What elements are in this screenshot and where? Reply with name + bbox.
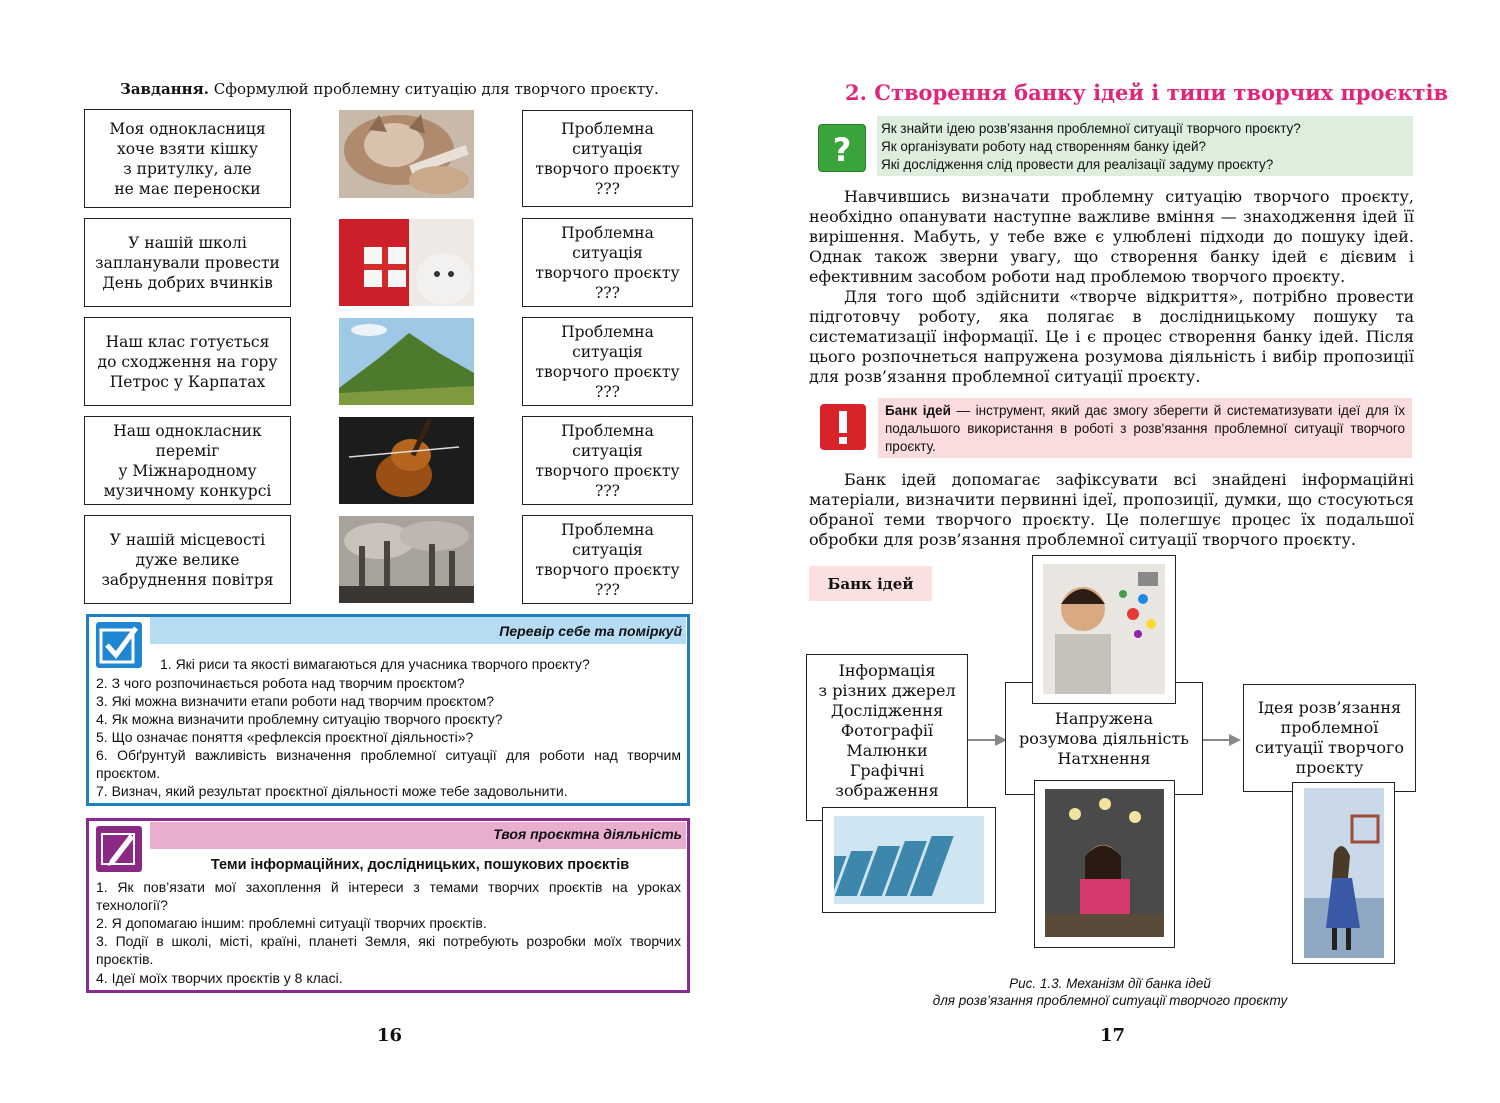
section-heading: 2. Створення банку ідей і типи творчих проєктів (845, 80, 1449, 105)
paragraph-3: Банк ідей допомагає зафіксувати всі знайдені інформаційні матеріали, визначити первинні ідеї, пропозиції, думки, що стосуються обраної теми творчого проєкту. Це полегшує процес їх подальшої обробки для розв’язання проблемної ситуації творчого проєкту. (809, 470, 1414, 549)
situation-box-5: У нашій місцевості дуже велике забруднення повітря (84, 515, 291, 604)
inspired-girl-photo (1045, 789, 1164, 937)
problem-box-3: Проблемна ситуація творчого проєкту ??? (522, 317, 693, 406)
check-question-6: 6. Обґрунтуй важливість визначення проблемної ситуації для роботи над творчим проєктом. (96, 747, 681, 781)
definition-term: Банк ідей (885, 403, 951, 418)
project-item-1: 1. Як пов’язати мої захоплення й інтереси з темами творчих проєктів на уроках технології? (96, 879, 681, 913)
solution-idea-box: Ідея розв’язання проблемної ситуації творчого проєкту (1243, 684, 1416, 792)
arrow-middle-to-idea (1199, 730, 1244, 750)
guide-question-1: Як знайти ідею розв’язання проблемної ситуації творчого проєкту? (881, 121, 1301, 136)
figure-caption-line-1: Рис. 1.3. Механізм дії банка ідей (1009, 976, 1211, 991)
paragraph-1: Навчившись визначати проблемну ситуацію творчого проєкту, необхідно опанувати наступне важливе вміння — знаходження ідей її вирішення. Мабуть, у тебе вже є улюблені підходи до пошуку ідей. Однак також зверни увагу, що створення банку ідей є дієвим і ефективним засобом роботи над проблемою творчого проєкту. (809, 187, 1414, 286)
gift-photo (339, 219, 474, 306)
pencil-icon (96, 826, 142, 872)
mountain-photo-image (339, 318, 474, 405)
right-page-number: 17 (1100, 1025, 1126, 1046)
checkmark-icon (96, 622, 142, 668)
cello-photo-image (339, 417, 474, 504)
question-icon-svg (819, 125, 865, 171)
situation-box-4: Наш однокласник переміг у Міжнародному музичному конкурсі (84, 416, 291, 505)
inspired-girl-photo-frame (1034, 780, 1175, 948)
check-question-4: 4. Як можна визначити проблемну ситуацію творчого проєкту? (96, 711, 503, 727)
thinking-boy-photo-frame (1032, 555, 1176, 704)
left-page-number: 16 (377, 1025, 403, 1046)
girl-frame-photo-frame (1292, 782, 1395, 964)
exclamation-icon-svg (820, 404, 866, 450)
paragraph-2: Для того щоб здійснити «творче відкриття», потрібно провести підготовчу роботу, яка полягає в дослідницькому пошуку та систематизації інформації. Це і є процес створення банку ідей. Після цього розпочнеться напружена розумова діяльність і вибір пропозиції для розв’язання проблемної ситуації проєкту. (809, 287, 1414, 386)
info-sources-box: Інформація з різних джерел Дослідження Фотографії Малюнки Графічні зображення (806, 654, 968, 821)
situation-box-3: Наш клас готується до сходження на гору Петрос у Карпатах (84, 317, 291, 406)
question-icon (818, 124, 866, 172)
project-item-2: 2. Я допомагаю іншим: проблемні ситуації творчих проєктів. (96, 915, 487, 931)
cat-photo-image (339, 110, 474, 198)
situation-box-1: Моя однокласниця хоче взяти кішку з притулку, але не має переноски (84, 109, 291, 208)
problem-box-4: Проблемна ситуація творчого проєкту ??? (522, 416, 693, 505)
pencil-icon-svg (96, 826, 142, 872)
definition-text (885, 402, 1405, 456)
project-item-3: 3. Події в школі, місті, країні, планеті Земля, які потребують розробки моїх творчих проєктів. (96, 933, 681, 967)
gift-photo-image (339, 219, 474, 306)
girl-frame-photo (1304, 788, 1384, 958)
file-index-photo (834, 816, 984, 904)
thinking-boy-photo (1043, 564, 1165, 694)
pollution-photo (339, 516, 474, 603)
figure-caption-line-2: для розв’язання проблемної ситуації творчого проєкту (932, 993, 1288, 1008)
mental-activity-box: Напружена розумова діяльність Натхнення (1005, 682, 1203, 795)
task-line (120, 80, 659, 98)
checkmark-icon-svg (96, 622, 142, 668)
check-question-5: 5. Що означає поняття «рефлексія проєктної діяльності»? (96, 729, 474, 745)
svg-text:?: ? (832, 131, 852, 169)
problem-box-5: Проблемна ситуація творчого проєкту ??? (522, 515, 693, 604)
situation-box-2: У нашій школі запланували провести День добрих вчинків (84, 218, 291, 307)
project-activity-title: Твоя проєктна діяльність (493, 826, 682, 842)
check-yourself-title: Перевір себе та поміркуй (499, 623, 682, 639)
project-item-4: 4. Ідеї моїх творчих проєктів у 8 класі. (96, 970, 343, 986)
check-question-7: 7. Визнач, який результат проєктної діяльності може тебе задовольнити. (96, 783, 568, 799)
bank-of-ideas-label: Банк ідей (809, 566, 932, 601)
file-index-photo-frame (822, 807, 996, 913)
check-question-1: 1. Які риси та якості вимагаються для учасника творчого проєкту? (160, 656, 590, 672)
mountain-photo (339, 318, 474, 405)
task-label: Завдання. (120, 80, 209, 98)
guide-question-2: Як організувати роботу над створенням банку ідей? (881, 139, 1207, 154)
pollution-photo-image (339, 516, 474, 603)
check-question-2: 2. З чого розпочинається робота над творчим проєктом? (96, 675, 465, 691)
task-text: Сформулюй проблемну ситуацію для творчого проєкту. (208, 80, 659, 98)
cat-photo (339, 110, 474, 198)
project-topics-subtitle: Теми інформаційних, дослідницьких, пошукових проєктів (210, 857, 630, 873)
check-question-3: 3. Які можна визначити етапи роботи над творчим проєктом? (96, 693, 494, 709)
problem-box-1: Проблемна ситуація творчого проєкту ??? (522, 110, 693, 207)
definition-body: — інструмент, який дає змогу зберегти й систематизувати ідеї для їх подальшого використання в роботі з розв'язання проблемної ситуації творчого проєкту. (885, 403, 1405, 454)
guide-question-3: Які дослідження слід провести для реалізації задуму проєкту? (881, 157, 1274, 172)
arrow-info-to-middle (965, 730, 1010, 750)
cello-photo (339, 417, 474, 504)
exclamation-icon (820, 404, 866, 450)
problem-box-2: Проблемна ситуація творчого проєкту ??? (522, 218, 693, 307)
